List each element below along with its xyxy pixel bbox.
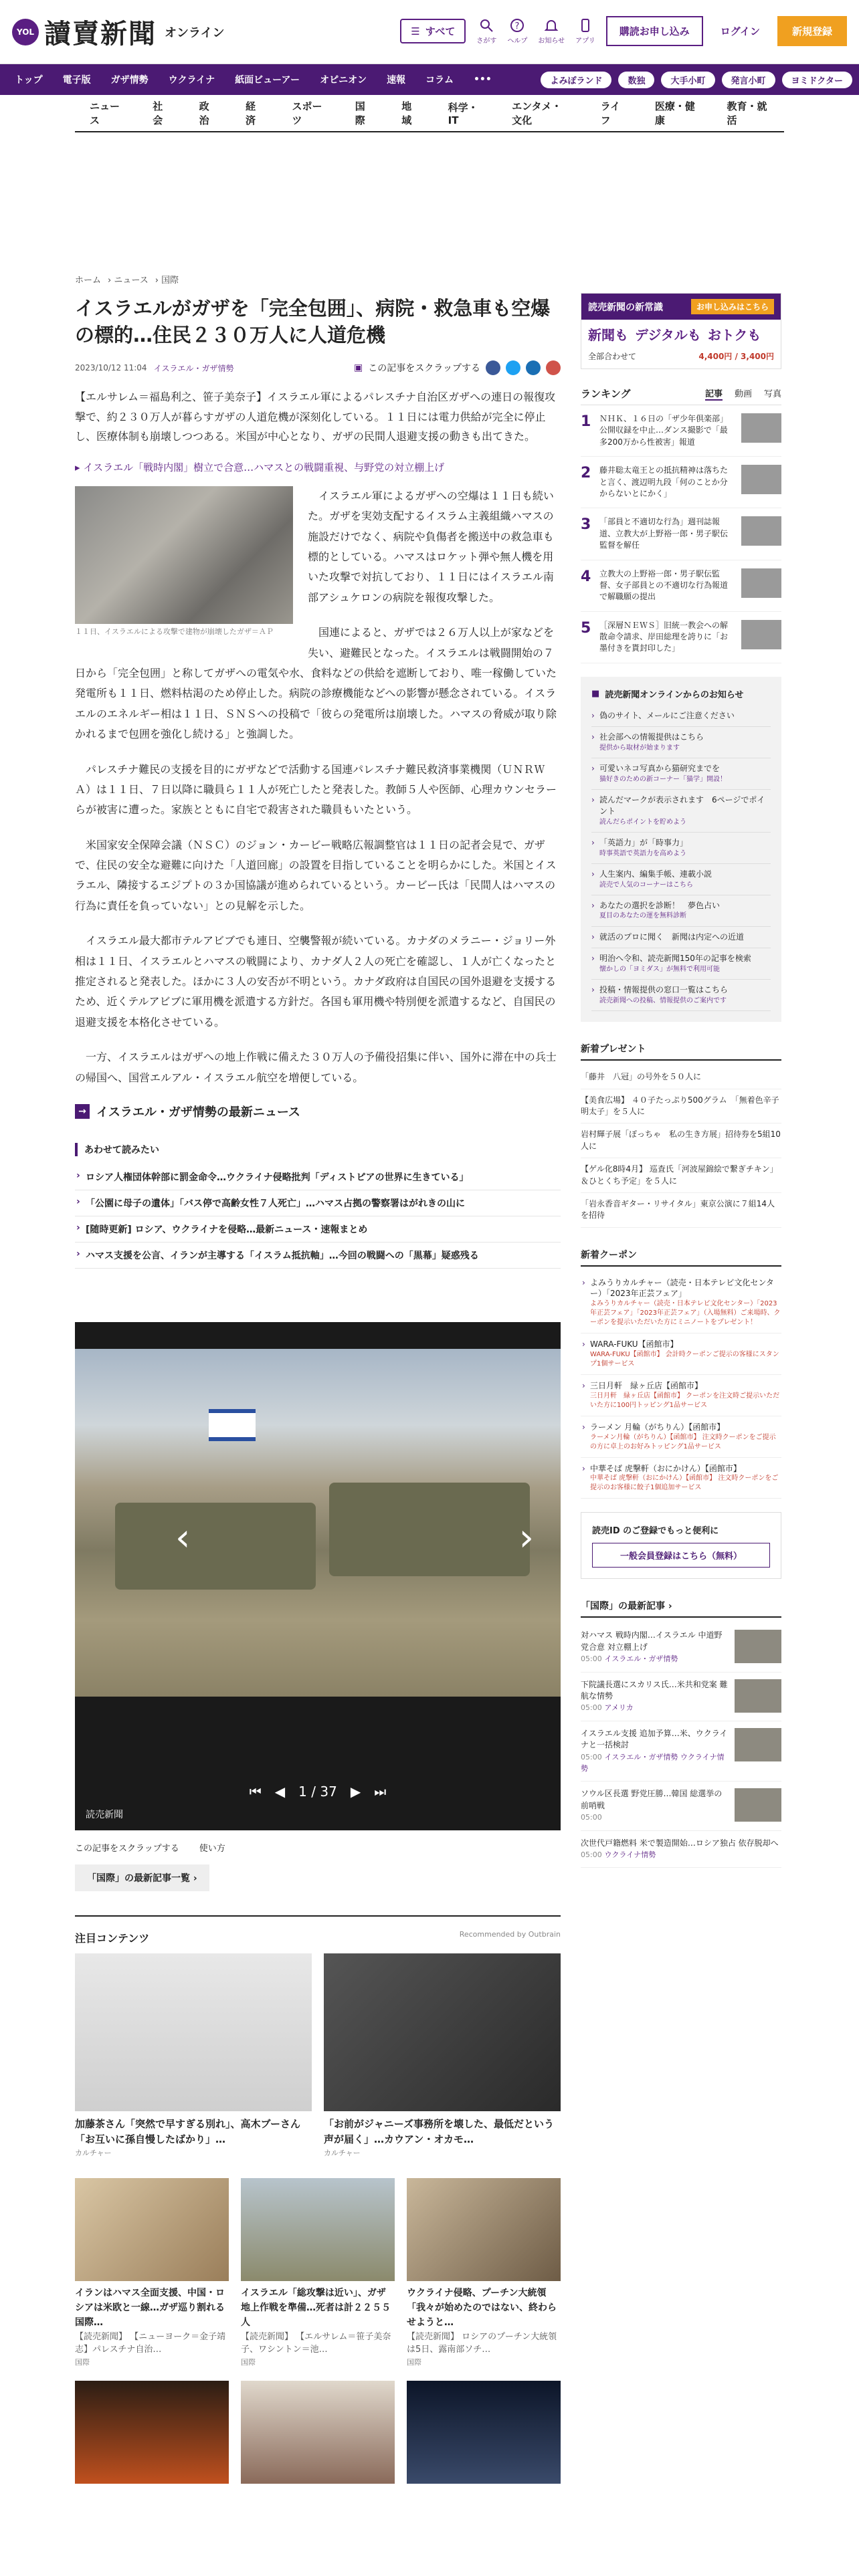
ranking-header [581,387,781,405]
article-body [75,486,561,1088]
nav-item[interactable]: 紙面ビューアー [235,75,300,86]
coupon-list [581,1272,781,1499]
notice-sub: 提供から取材が始まります [599,744,680,752]
notice-item[interactable] [591,790,771,833]
promo-item-label: デジタルも [635,327,701,343]
attention-card[interactable] [75,1953,312,2159]
divider [75,1915,561,1917]
article-paragraph: 一方、イスラエルはガザへの地上作戦に備えた３０万人の予備役招集に伴い、国外に滞在中の兵士の帰国へ、国営エルアル・イスラエル航空を増便している。 [75,1051,557,1084]
coupon-title: 三日月軒 緑ヶ丘店【函館市】 [590,1381,703,1391]
article-paragraph: 米国家安全保障会議（ＮＳＣ）のジョン・カービー戦略広報調整官は１１日の記者会見で、ガザで、住民の安全な避難に向けた「人道回廊」の設置を目指していることを明らかにした。米国とイスラエル、隣接するエジプトの３か国協議が進められているという。カービー氏は「民間人はハマスの行為に責任を負っていない」との見解を示した。 [75,838,557,912]
scrap-area [354,360,561,375]
facebook-icon[interactable] [486,360,500,375]
photo-caption: １１日、イスラエルによる攻撃で建物が崩壊したガザ＝ＡＰ [75,627,274,636]
card-excerpt: 【読売新聞】 【ニューヨーク＝金子靖志】パレスチナ自治… [75,2331,226,2355]
rank-thumb [741,413,781,443]
also-read-item[interactable]: › [随時更新] ロシア、ウクライナを侵略…最新ニュース・速報まとめ [75,1216,561,1243]
present-item[interactable]: 【美食広場】 ４０子たっぷり500グラム 「無着色辛子明太子」を５人に [581,1089,781,1124]
card-title: ウクライナ侵略、プーチン大統領「我々が始めたのではない、終わらせようと… [407,2288,557,2328]
card-source: 国際 [407,2357,421,2367]
gallery-next-button[interactable]: › [518,1515,534,1560]
nav-more[interactable]: ••• [473,74,492,85]
card-photo [407,2178,561,2281]
card-source: 国際 [241,2357,256,2367]
rank-title: 「部員と不適切な行為」週刊誌報道、立教大が上野裕一郎・男子駅伝監督を解任 [599,517,729,550]
category-item[interactable]: ニュース [90,100,120,126]
rank-title: 立教大の上野裕一郎・男子駅伝監督、女子部員との不適切な行為報道で解職願の提出 [599,568,729,602]
notice-title: 投稿・情報提供の窓口一覧はこちら [599,985,729,995]
coupon-item[interactable] [581,1333,781,1375]
category-item[interactable]: 国際 [355,100,365,126]
promo-item [588,326,628,344]
promo-price-row [581,350,781,368]
rank-number: 1 [581,413,591,430]
sidebar [581,293,781,1868]
present-item[interactable]: 「藤井 八冠」の号外を５０人に [581,1066,781,1089]
coupon-title: 中華そば 虎撃軒（おにかけん）【函館市】 [590,1463,741,1473]
app-button[interactable] [575,17,595,45]
bell-icon [543,17,559,33]
attention-header [75,1930,561,1945]
coupon-sub: WARA-FUKU【函館市】 会計時クーポンご提示の客様にスタンプ1個サービス [590,1351,779,1368]
category-item[interactable]: スポーツ [292,100,322,126]
category-item[interactable]: 地域 [401,100,412,126]
notice-sub: 懐かしの「ヨミダス」が無料で利用可能 [599,965,720,973]
outbrain-label[interactable]: Recommended by Outbrain [459,1929,561,1939]
intl-time: 05:00 [581,1850,602,1859]
promo-price: 4,400円 / 3,400円 [698,352,774,361]
search-label: さがす [476,37,497,45]
attention-card[interactable] [407,2178,561,2367]
coupon-title: WARA-FUKU【函館市】 [590,1339,678,1350]
site-header [0,0,859,64]
card-title: 「お前がジャニーズ事務所を壊した、最低だという声が届く」…カウアン・オカモ… [324,2117,554,2146]
main-nav [0,64,859,95]
ranking-tab[interactable]: 写真 [763,389,781,399]
card-photo [75,2381,229,2484]
tank-shape [115,1503,316,1590]
svg-text:?: ? [514,21,520,31]
intl-tag[interactable]: アメリカ [604,1703,634,1713]
breadcrumb-item[interactable]: ニュース [114,276,149,286]
intl-item[interactable] [581,1782,781,1830]
notice-title: 偽のサイト、メールにご注意ください [599,710,735,720]
notice-title: 可愛いネコ写真から猫研究までを [599,764,721,774]
header-actions [400,16,847,46]
attention-small-grid-2 [75,2381,561,2484]
twitter-icon[interactable] [506,360,520,375]
rank-number: 2 [581,465,591,482]
prev-icon[interactable]: ◀ [274,1783,286,1800]
intl-time: 05:00 [581,1654,602,1664]
also-read-item[interactable]: › ロシア人権団体幹部に罰金命令…ウクライナ侵略批判「ディストピアの世界に生きている」 [75,1164,561,1190]
category-item[interactable]: ライフ [600,100,621,126]
present-item[interactable]: 「岩永香音ギター・リサイタル」東京公演に７組14人を招待 [581,1193,781,1228]
intl-title: 次世代戸籍燃料 米で製造開始…ロシア独占 依存脱却へ [581,1838,779,1848]
breadcrumb: ホーム › ニュース › 国際 [75,276,179,286]
article-title: イスラエルがガザを「完全包囲」、病院・救急車も空爆の標的…住民２３０万人に人道危機 [75,297,551,347]
gallery-controls [75,1784,561,1800]
card-source: カルチャー [324,2149,361,2158]
intl-tag[interactable]: ウクライナ情勢 [604,1850,656,1859]
article-photo[interactable] [75,486,293,624]
coupon-item[interactable] [581,1375,781,1416]
promo-item [708,326,761,344]
breadcrumb-item[interactable]: 国際 [161,276,179,286]
rank-number: 4 [581,568,591,585]
card-photo [75,2178,229,2281]
intl-item[interactable] [581,1721,781,1782]
gallery-footer [75,1841,561,1854]
promo-body [581,320,781,350]
coupon-sub: よみうりカルチャー（読売・日本テレビ文化センター）「2023年正芸フェア」「2023年正芸フェア」（入場無料）ご来場時、クーポンを提示いただいた方にミニノートをプレゼント！ [590,1300,781,1327]
nav-item[interactable]: ウクライナ [168,75,215,86]
card-source: 国際 [75,2357,90,2367]
category-item[interactable]: 政治 [199,100,209,126]
nav-pill[interactable]: 数独 [618,72,654,88]
notice-sub: 読んだらポイントを貯めよう [599,818,686,826]
flag-shape [209,1409,256,1441]
ranking-tabs [705,387,781,401]
card-excerpt: 【読売新聞】 ロシアのプーチン大統領は5日、露南部ソチ… [407,2331,557,2355]
logo-badge: YOL [12,19,39,45]
notice-sub: 猫好きのための新コーナー「猫学」開設！ [599,775,727,783]
category-nav [75,95,784,132]
notice-title: 社会部への情報提供はこちら [599,732,704,742]
attention-card[interactable] [324,1953,561,2159]
card-photo [241,2178,395,2281]
nav-item[interactable]: 電子版 [62,75,91,86]
notice-item[interactable] [591,927,771,948]
help-button[interactable] [507,17,527,45]
hamburger-icon: ☰ [411,25,420,37]
ranking-item[interactable] [581,457,781,508]
article-tag[interactable]: イスラエル・ガザ情勢 [153,363,234,373]
rank-number: 5 [581,619,591,637]
article-meta [75,360,561,375]
mail-icon[interactable] [546,360,561,375]
attention-card[interactable] [75,2178,229,2367]
notice-heading-text: 読売新聞オンラインからのお知らせ [605,689,744,700]
notice-title: 「英語力」が「時事力」 [599,838,688,848]
coupon-item[interactable] [581,1272,781,1334]
article-date: 2023/10/12 11:04 [75,363,147,373]
gallery-howto-link[interactable]: 使い方 [199,1843,225,1854]
card-photo [241,2381,395,2484]
also-read-item[interactable]: › ハマス支援を公言、イランが主導する「イスラム抵抗軸」…今回の戦闘への「黒幕」疑惑残る [75,1243,561,1269]
coupon-title: よみうりカルチャー（読売・日本テレビ文化センター）「2023年正芸フェア」 [590,1277,774,1299]
menu-button[interactable] [400,19,466,43]
intl-time: 05:00 [581,1813,602,1822]
attention-title: 注目コンテンツ [75,1931,150,1945]
nav-pill[interactable]: 大手小町 [661,72,714,88]
promo-item-label: 新聞も [588,327,628,343]
article-column [75,266,561,2497]
present-item[interactable]: 【ゲル化8時4月】 巡査氏「河波屋錦絵で繋ぎチキン」＆ひとくち予定」を５人に [581,1158,781,1193]
article-paragraph: イスラエル最大都市テルアビブでも連日、空襲警報が続いている。カナダのメラニー・ジョリー外相は１１日、イスラエルとハマスの戦闘により、カナダ人２人の死亡を確認し、１人が亡くなったと推定されると発表した。ほかに３人の安否が不明という。カナダ政府は自国民の国外退避を支援するため、近くテルアビブに軍用機を派遣する方針だ。各国も軍用機や特別便を派遣するなど、自国民の退避支援を本格化させている。 [75,934,557,1029]
category-item[interactable]: 社会 [153,100,163,126]
present-item[interactable]: 岩村輝子展「ぽっちゃ 私の生き方展」招待券を5組10人に [581,1123,781,1158]
site-logo[interactable] [12,13,224,51]
coupon-sub: ラーメン月輪（がちりん）【函館市】 注文時クーポンをご提示の方に卓上のお好みトッピング1品サービス [590,1433,776,1451]
intl-time: 05:00 [581,1752,602,1761]
article-paragraph: パレスチナ難民の支援を目的にガザなどで活動する国連パレスチナ難民救済事業機関（ＵＮＲＷＡ）は１１日、７日以降に職員ら１１人が死亡したと発表した。教師５人や医師、心理カウンセラーらが被害に遭った。家族とともに自宅で殺害された職員もいたという。 [75,762,557,817]
ranking-item[interactable] [581,612,781,663]
first-icon[interactable]: ⏮ [249,1783,262,1800]
intl-item[interactable] [581,1673,781,1721]
card-title: イランはハマス全面支援、中国・ロシアは米欧と一線…ガザ巡り割れる国際… [75,2288,225,2328]
search-button[interactable] [476,17,496,45]
notice-item[interactable] [591,833,771,864]
promo-cta[interactable]: お申し込みはこちら [691,299,774,314]
promo-heading: 読売新聞の新常識 [588,302,663,313]
intl-thumb [735,1630,781,1663]
scrap-button[interactable]: この記事をスクラップする [368,363,480,374]
promo-box[interactable] [581,293,781,369]
notice-item[interactable] [591,864,771,895]
nav-item[interactable]: ガザ情勢 [110,75,149,86]
member-register-button[interactable]: 一般会員登録はこちら（無料） [592,1543,770,1568]
rank-thumb [741,568,781,598]
tank-shape [329,1483,530,1576]
intl-title: イスラエル支援 追加予算…米、ウクライナと一括検討 [581,1728,728,1750]
ranking-tab[interactable]: 記事 [705,387,723,401]
rank-thumb [741,620,781,649]
rank-thumb [741,465,781,494]
rank-title: ＮＨＫ、１６日の「ザ少年倶楽部」公開収録を中止…ダンス撮影で「最多200万から性被害」報道 [599,414,729,447]
ranking-item[interactable] [581,508,781,560]
notice-item[interactable] [591,758,771,790]
card-excerpt: 【読売新聞】 【エルサレム＝笹子美奈子、ワシントン＝池… [241,2331,391,2355]
ranking-tab[interactable]: 動画 [734,389,752,399]
intl-title: 対ハマス 戦時内閣…イスラエル 中道野党合意 対立棚上げ [581,1630,723,1652]
rank-number: 3 [581,516,591,534]
intl-title: ソウル区長選 野党圧勝…韓国 総選挙の前哨戦 [581,1789,723,1810]
attention-small-grid [75,2178,561,2367]
gallery-brand: 読売新聞 [86,1809,123,1820]
last-icon[interactable]: ⏭ [374,1783,387,1800]
notice-sub: 読売で人気のコーナーはこちら [599,881,693,889]
intl-item[interactable] [581,1623,781,1672]
logo-online: オンライン [165,25,225,40]
nav-pills [541,72,852,88]
nav-item[interactable]: コラム [425,75,454,86]
notice-item[interactable] [591,948,771,980]
login-button[interactable]: ログイン [720,25,760,37]
card-title: イスラエル「総攻撃は近い」、ガザ地上作戦を準備…死者は計２２５５人 [241,2288,391,2328]
scrap-icon: ▣ [354,362,363,374]
attention-big-grid [75,1953,561,2159]
nav-item[interactable]: トップ [15,75,43,86]
menu-label: すべて [425,25,456,37]
article-figure [75,486,293,637]
attention-card[interactable] [75,2381,229,2484]
notice-heading [591,687,771,700]
intl-tag[interactable]: イスラエル・ガザ情勢 ウクライナ情勢 [581,1752,725,1773]
intl-tag[interactable]: イスラエル・ガザ情勢 [604,1654,678,1664]
app-icon [577,17,593,33]
logo-name: 讀賣新聞 [44,18,157,49]
notice-button[interactable] [538,17,565,45]
notice-title: 就活のプロに聞く 新聞は内定への近道 [599,932,745,942]
notice-box [581,677,781,1022]
intl-list [581,1623,781,1868]
card-source: カルチャー [75,2149,112,2158]
intl-heading[interactable]: 「国際」の最新記事 › [581,1599,781,1618]
register-button[interactable]: 新規登録 [777,16,847,46]
arrow-right-icon: → [75,1104,90,1119]
article-paragraph: 国連によると、ガザでは２６万人以上が家などを失い、避難民となった。イスラエルは戦闘開始の７日から「完全包囲」と称してガザへの電気や水、食料などの供給を遮断しており、唯一稼働していた発電所も１１日、燃料枯渇のため停止した。病院の診療機能などへの影響が懸念されている。イスラエルのエネルギー相は１１日、ＳＮＳへの投稿で「彼らの発電所は崩壊した。ハマスの脅威が取り除かれるまで包囲を強化し続ける」と強調した。 [75,626,557,741]
gallery-scrap-button[interactable]: この記事をスクラップする [75,1843,179,1854]
promo-tail: 全部合わせて [588,352,637,361]
intl-thumb [735,1728,781,1761]
notice-sub: 読売新聞への投稿、情報提供のご案内です [599,996,727,1004]
also-read-list [75,1164,561,1269]
card-photo [324,1953,561,2111]
notice-list [591,706,771,1011]
article-lead: 【エルサレム＝福島利之、笹子美奈子】イスラエル軍によるパレスチナ自治区ガザへの連日の報復攻撃で、約２３０万人が暮らすガザの人道危機が深刻化している。１１日には電力供給が完全に停止し、医療体制も崩壊しつつある。米国が中心となり、ガザの民間人退避支援の動きも出てきた。 [75,391,556,443]
notice-sub: 夏目のあなたの運を無料診断 [599,912,686,920]
promo-item [635,326,701,344]
category-item[interactable]: 教育・就活 [727,100,767,126]
coupon-item[interactable] [581,1416,781,1458]
rank-thumb [741,516,781,546]
subscribe-button[interactable]: 購読お申し込み [606,16,703,46]
notice-label: お知らせ [538,37,565,45]
notice-item[interactable] [591,980,771,1011]
coupon-item[interactable] [581,1458,781,1499]
article-paragraph: イスラエル軍によるガザへの空爆は１１日も続いた。ガザを実効支配するイスラム主義組織ハマスの施設だけでなく、病院や負傷者を搬送中の救急車も標的としている。ハマスはロケット弾や無人機を用いた攻撃で対抗しており、１１日にはイスラエル南部アシュケロンの病院を報復攻撃した。 [308,489,554,604]
ranking-title: ランキング [581,388,631,400]
notice-item[interactable] [591,895,771,927]
notice-title: 読んだマークが表示されます 6ページでポイント [599,795,765,817]
help-label: ヘルプ [507,37,528,45]
category-item[interactable]: 経済 [246,100,256,126]
ranking-item[interactable] [581,405,781,457]
intl-thumb [735,1788,781,1822]
also-read-item[interactable]: › 「公園に母子の遺体」「バス停で高齢女性７人死亡」…ハマス占拠の警察署はがれきの山に [75,1190,561,1216]
notice-item[interactable] [591,706,771,727]
related-link[interactable]: ▸ イスラエル「戦時内閣」樹立で合意…ハマスとの戦闘重視、与野党の対立棚上げ [75,461,445,473]
coupon-sub: 中華そば 虎撃軒（おにかけん）【函館市】 注文時クーポンをご提示のお客様に餃子1個追加サービス [590,1475,779,1492]
breadcrumb-item[interactable]: ホーム [75,276,102,286]
card-photo [407,2381,561,2484]
latest-news-text: イスラエル・ガザ情勢の最新ニュース [96,1105,300,1119]
also-read-heading: あわせて読みたい [75,1143,561,1156]
coupon-sub: 三日月軒 緑ヶ丘店【函館市】 クーポンを注文時ご提示いただいた方に100円トッピング1品サービス [590,1392,780,1409]
nav-pill[interactable]: 発言小町 [722,72,775,88]
notice-item[interactable] [591,727,771,758]
card-photo [75,1953,312,2111]
ranking-item[interactable] [581,560,781,612]
rank-title: 藤井聡太竜王との抵抗精神は落ちたと言く、渡辺明九段「何のことか分からないとにかく」 [599,465,729,498]
related-link-text: イスラエル「戦時内閣」樹立で合意…ハマスとの戦闘重視、与野党の対立棚上げ [83,461,445,473]
card-title: 加藤茶さん「突然で早すぎる別れ」、高木ブーさん「お互いに孫自慢したばかり」… [75,2117,301,2146]
rank-title: ［深層ＮＥＷＳ］旧統一教会への解散命令請求、岸田総理を誇りに「お墨付きを貰封印した」 [599,620,729,653]
member-text: 読売ID のご登録でもっと便利に [592,1526,719,1537]
promo-header [581,294,781,320]
next-icon[interactable]: ▶ [350,1783,361,1800]
info-icon: ■ [591,688,600,699]
gallery-photo[interactable] [75,1349,561,1697]
attention-card[interactable] [241,2381,395,2484]
nav-item[interactable]: 速報 [387,75,406,86]
more-intl-button[interactable]: 「国際」の最新記事一覧 › [75,1864,209,1891]
attention-card[interactable] [407,2381,561,2484]
intl-item[interactable] [581,1831,781,1868]
notice-title: 人生案内、編集手帳、連載小説 [599,869,712,879]
gallery-prev-button[interactable]: ‹ [175,1515,191,1560]
search-icon [478,17,494,33]
nav-pill[interactable]: ヨミドクター [782,72,852,88]
intl-title: 下院議長選にスカリス氏…米共和党案 難航な情勢 [581,1679,728,1701]
attention-card[interactable] [241,2178,395,2367]
intl-thumb [735,1679,781,1713]
coupon-title: ラーメン 月輪（がちりん）【函館市】 [590,1422,725,1432]
notice-title: 明治へ令和、読売新聞150年の記事を検索 [599,954,751,964]
notice-title: あなたの選択を診断！ 夢色占い [599,901,721,911]
nav-item[interactable]: オピニオン [320,75,367,86]
present-list [581,1066,781,1228]
intl-time: 05:00 [581,1703,602,1713]
help-icon [509,17,525,33]
gallery-counter: 1 / 37 [298,1783,337,1800]
present-heading: 新着プレゼント [581,1042,781,1061]
app-label: アプリ [575,37,595,45]
nav-pill[interactable]: よみぽランド [541,72,611,88]
category-item[interactable]: 医療・健康 [654,100,695,126]
category-item[interactable]: エンタメ・文化 [512,100,562,126]
coupon-heading: 新着クーポン [581,1248,781,1267]
latest-news-link[interactable] [75,1103,561,1120]
member-box [581,1512,781,1579]
notice-sub: 時事英語で英語力を高めよう [599,849,686,857]
photo-gallery [75,1322,561,1830]
line-icon[interactable] [526,360,541,375]
promo-item-label: おトクも [707,327,761,343]
category-item[interactable]: 科学・IT [448,101,478,126]
